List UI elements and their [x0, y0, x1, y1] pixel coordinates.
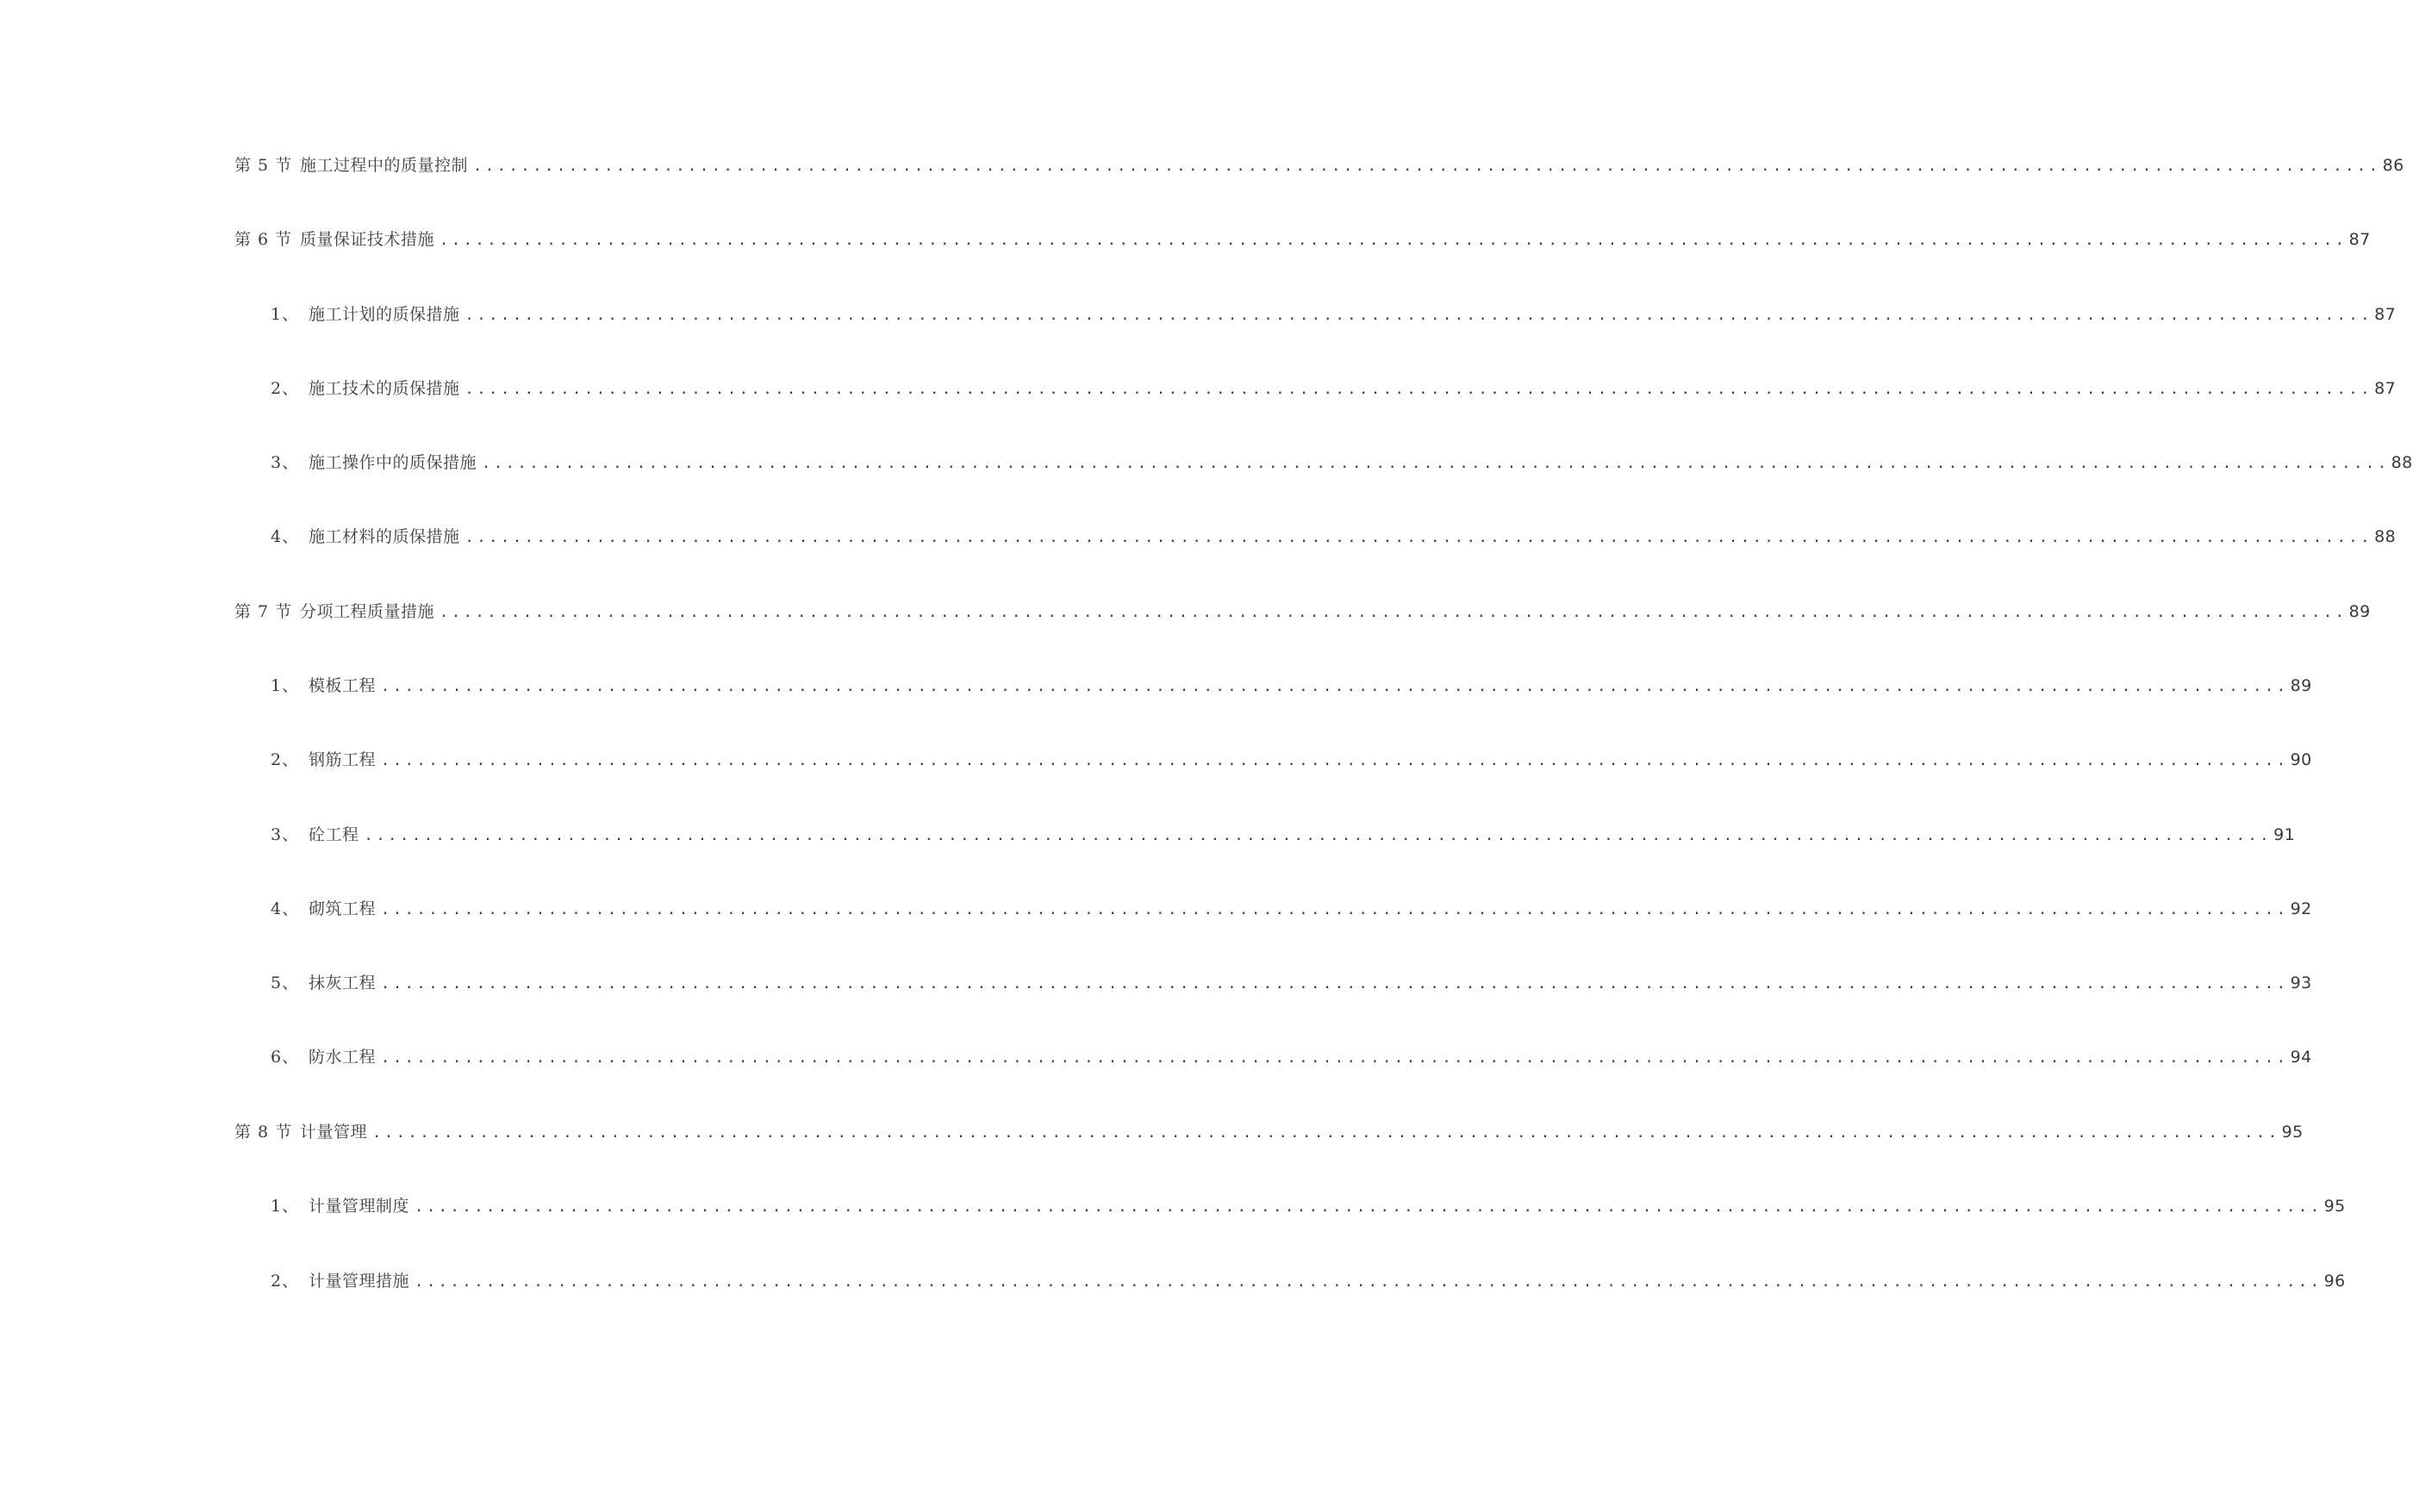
- toc-entry-page: 96: [2323, 1272, 2346, 1291]
- toc-entry-page: 88: [2374, 527, 2397, 546]
- dot-leader: ................................................................................................................................................................: [465, 307, 2373, 324]
- dot-leader: ................................................................................................................................................................: [465, 381, 2373, 398]
- toc-entry-number: 第 7 节: [234, 602, 293, 621]
- toc-entry[interactable]: [271, 896, 2312, 922]
- toc-entry-title: 施工操作中的质保措施: [309, 453, 477, 472]
- toc-entry-number: 第 8 节: [234, 1123, 293, 1142]
- toc-entry-page: 89: [2348, 602, 2371, 621]
- toc-entry[interactable]: [271, 970, 2312, 996]
- toc-entry-title: 模板工程: [309, 676, 377, 695]
- toc-entry-number: 4、: [271, 527, 300, 546]
- toc-entry-title: 施工过程中的质量控制: [300, 156, 469, 175]
- dot-leader: ................................................................................................................................................................: [415, 1198, 2323, 1216]
- toc-entry[interactable]: [271, 1193, 2346, 1219]
- toc-entry-number: 5、: [271, 974, 300, 992]
- toc-entry-number: 1、: [271, 1197, 300, 1216]
- dot-leader: ................................................................................................................................................................: [440, 232, 2348, 249]
- toc-entry[interactable]: [234, 227, 2371, 252]
- dot-leader: ................................................................................................................................................................: [473, 158, 2381, 175]
- toc-entry-number: 2、: [271, 379, 300, 398]
- toc-entry-title: 砼工程: [309, 825, 359, 844]
- toc-entry[interactable]: [271, 450, 2413, 476]
- toc-entry-page: 89: [2290, 676, 2312, 695]
- toc-entry[interactable]: [234, 1119, 2304, 1145]
- dot-leader: ................................................................................................................................................................: [465, 529, 2373, 546]
- toc-entry-title: 计量管理制度: [309, 1197, 410, 1216]
- toc-entry-page: 88: [2391, 453, 2413, 472]
- toc-entry[interactable]: [271, 524, 2397, 550]
- toc-entry-number: 2、: [271, 750, 300, 769]
- dot-leader: ................................................................................................................................................................: [381, 975, 2289, 992]
- toc-entry[interactable]: [271, 302, 2397, 327]
- toc-entry-number: 第 6 节: [234, 230, 293, 249]
- toc-entry-page: 92: [2290, 899, 2312, 918]
- toc-entry-title: 钢筋工程: [309, 750, 377, 769]
- toc-entry-title: 施工计划的质保措施: [309, 305, 460, 324]
- toc-entry-title: 施工技术的质保措施: [309, 379, 460, 398]
- toc-entry[interactable]: [271, 822, 2296, 848]
- toc-entry-page: 87: [2374, 305, 2397, 324]
- toc-entry-page: 90: [2290, 750, 2312, 769]
- toc-entry-number: 3、: [271, 453, 300, 472]
- toc-entry-title: 计量管理: [300, 1123, 368, 1142]
- toc-entry-title: 分项工程质量措施: [300, 602, 435, 621]
- toc-entry[interactable]: [271, 1268, 2346, 1294]
- toc-entry-title: 质量保证技术措施: [300, 230, 435, 249]
- toc-entry-page: 94: [2290, 1048, 2312, 1067]
- toc-entry-title: 砌筑工程: [309, 899, 377, 918]
- dot-leader: ................................................................................................................................................................: [364, 827, 2273, 844]
- toc-entry-page: 87: [2348, 230, 2371, 249]
- toc-entry-page: 95: [2281, 1123, 2304, 1142]
- toc-entry-number: 1、: [271, 305, 300, 324]
- dot-leader: ................................................................................................................................................................: [381, 678, 2289, 695]
- toc-entry[interactable]: [271, 747, 2312, 773]
- dot-leader: ................................................................................................................................................................: [482, 455, 2390, 472]
- dot-leader: ................................................................................................................................................................: [440, 604, 2348, 621]
- toc-entry-page: 86: [2382, 156, 2404, 175]
- toc-entry[interactable]: [234, 152, 2404, 178]
- toc-entry-title: 施工材料的质保措施: [309, 527, 460, 546]
- dot-leader: ................................................................................................................................................................: [381, 1049, 2289, 1067]
- dot-leader: ................................................................................................................................................................: [381, 752, 2289, 769]
- toc-entry-number: 3、: [271, 825, 300, 844]
- toc-entry-page: 95: [2323, 1197, 2346, 1216]
- dot-leader: ................................................................................................................................................................: [372, 1124, 2280, 1142]
- toc-entry-number: 第 5 节: [234, 156, 293, 175]
- toc-entry-number: 6、: [271, 1048, 300, 1067]
- toc-entry-title: 抹灰工程: [309, 974, 377, 992]
- toc-entry-number: 4、: [271, 899, 300, 918]
- toc-entry-page: 93: [2290, 974, 2312, 992]
- toc-entry-number: 2、: [271, 1272, 300, 1291]
- toc-entry-page: 91: [2273, 825, 2296, 844]
- toc-entry[interactable]: [271, 376, 2397, 401]
- toc-entry-title: 防水工程: [309, 1048, 377, 1067]
- toc-entry[interactable]: [271, 673, 2312, 699]
- toc-entry-number: 1、: [271, 676, 300, 695]
- toc-entry-page: 87: [2374, 379, 2397, 398]
- dot-leader: ................................................................................................................................................................: [381, 901, 2289, 918]
- toc-entry[interactable]: [234, 599, 2371, 625]
- toc-entry[interactable]: [271, 1044, 2312, 1070]
- dot-leader: ................................................................................................................................................................: [415, 1273, 2323, 1291]
- toc-entry-title: 计量管理措施: [309, 1272, 410, 1291]
